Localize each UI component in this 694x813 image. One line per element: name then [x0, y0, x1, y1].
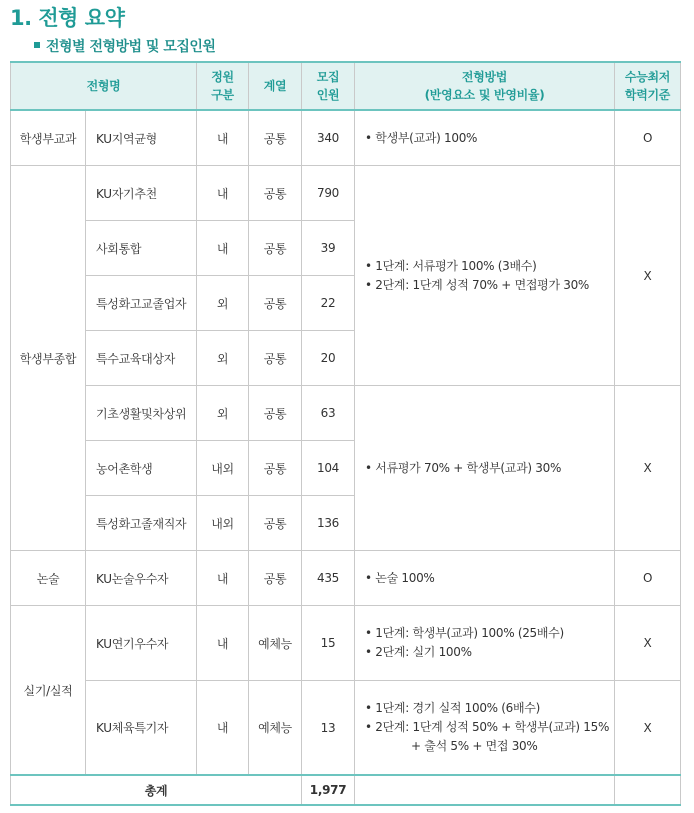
recruit-count: 104	[302, 441, 355, 496]
track: 공통	[249, 441, 302, 496]
quota-type: 내	[197, 110, 249, 166]
csat-requirement: X	[615, 606, 681, 681]
group-label: 학생부종합	[11, 166, 86, 551]
admission-method: • 논술 100%	[355, 551, 615, 606]
total-empty-method	[355, 775, 615, 805]
admission-name: 특성화고교졸업자	[86, 276, 197, 331]
page-title: 1. 전형 요약	[10, 6, 125, 30]
table-row	[11, 166, 681, 221]
table-row	[11, 551, 681, 606]
total-label: 총계	[11, 775, 302, 805]
admission-method: • 학생부(교과) 100%	[355, 110, 615, 166]
csat-requirement: O	[615, 110, 681, 166]
quota-type: 내	[197, 551, 249, 606]
total-value: 1,977	[302, 775, 355, 805]
header-csat: 수능최저 학력기준	[615, 62, 681, 110]
track: 공통	[249, 496, 302, 551]
csat-requirement: X	[615, 681, 681, 776]
track: 예체능	[249, 681, 302, 776]
track: 공통	[249, 166, 302, 221]
recruit-count: 39	[302, 221, 355, 276]
track: 공통	[249, 221, 302, 276]
admission-name: KU체육특기자	[86, 681, 197, 776]
track: 공통	[249, 331, 302, 386]
recruit-count: 22	[302, 276, 355, 331]
admission-name: KU자기추천	[86, 166, 197, 221]
admission-name: 사회통합	[86, 221, 197, 276]
quota-type: 내	[197, 681, 249, 776]
admission-name: KU논술우수자	[86, 551, 197, 606]
quota-type: 외	[197, 276, 249, 331]
table-row	[11, 386, 681, 441]
admission-name: 농어촌학생	[86, 441, 197, 496]
quota-type: 내	[197, 166, 249, 221]
recruit-count: 63	[302, 386, 355, 441]
header-name: 전형명	[11, 62, 197, 110]
group-label: 논술	[11, 551, 86, 606]
csat-requirement: X	[615, 166, 681, 386]
recruit-count: 20	[302, 331, 355, 386]
track: 공통	[249, 551, 302, 606]
recruit-count: 435	[302, 551, 355, 606]
header-recruit: 모집 인원	[302, 62, 355, 110]
admission-name: 특성화고졸재직자	[86, 496, 197, 551]
admission-name: 특수교육대상자	[86, 331, 197, 386]
quota-type: 내	[197, 221, 249, 276]
admission-summary-table	[10, 61, 681, 806]
csat-requirement: O	[615, 551, 681, 606]
quota-type: 외	[197, 386, 249, 441]
admission-method: • 1단계: 경기 실적 100% (6배수) • 2단계: 1단계 성적 50% + 학생부(교과) 15% + 출석 5% + 면접 30%	[355, 681, 615, 776]
table-header-row	[11, 62, 681, 110]
track: 공통	[249, 386, 302, 441]
header-method: 전형방법 (반영요소 및 반영비율)	[355, 62, 615, 110]
table-row	[11, 681, 681, 776]
track: 공통	[249, 110, 302, 166]
recruit-count: 790	[302, 166, 355, 221]
recruit-count: 13	[302, 681, 355, 776]
admission-name: KU지역균형	[86, 110, 197, 166]
admission-method: • 1단계: 서류평가 100% (3배수) • 2단계: 1단계 성적 70% + 면접평가 30%	[355, 166, 615, 386]
track: 공통	[249, 276, 302, 331]
recruit-count: 136	[302, 496, 355, 551]
group-label: 학생부교과	[11, 110, 86, 166]
table-row	[11, 110, 681, 166]
header-quota-type: 정원 구분	[197, 62, 249, 110]
admission-name: 기초생활및차상위	[86, 386, 197, 441]
section-subtitle	[34, 36, 215, 56]
track: 예체능	[249, 606, 302, 681]
csat-requirement: X	[615, 386, 681, 551]
recruit-count: 340	[302, 110, 355, 166]
admission-method: • 1단계: 학생부(교과) 100% (25배수) • 2단계: 실기 100%	[355, 606, 615, 681]
total-empty-csat	[615, 775, 681, 805]
square-bullet-icon	[34, 42, 40, 48]
quota-type: 내	[197, 606, 249, 681]
admission-method: • 서류평가 70% + 학생부(교과) 30%	[355, 386, 615, 551]
header-track: 계열	[249, 62, 302, 110]
quota-type: 내외	[197, 496, 249, 551]
admission-name: KU연기우수자	[86, 606, 197, 681]
group-label: 실기/실적	[11, 606, 86, 776]
quota-type: 내외	[197, 441, 249, 496]
table-row	[11, 606, 681, 681]
recruit-count: 15	[302, 606, 355, 681]
quota-type: 외	[197, 331, 249, 386]
total-row	[11, 775, 681, 805]
subtitle-text: 전형별 전형방법 및 모집인원	[46, 39, 216, 55]
